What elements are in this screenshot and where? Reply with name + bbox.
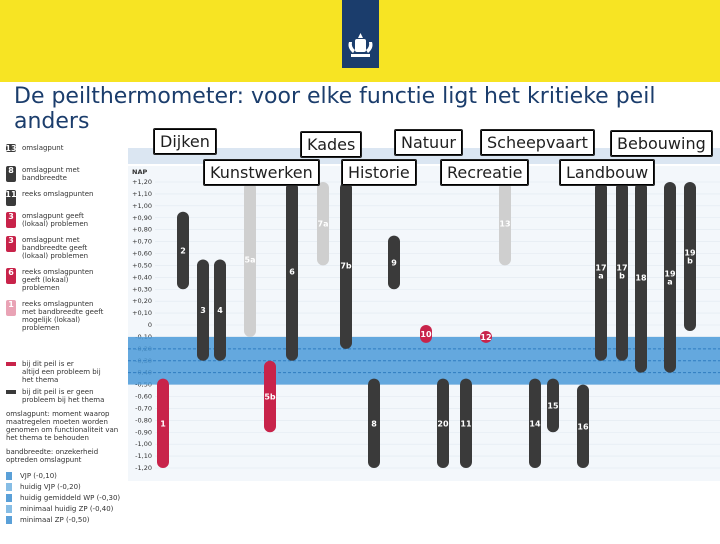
y-tick-label: +0,20 [132,297,152,306]
y-tick-label: +0,30 [132,285,152,294]
legend-above-label: het thema [22,376,59,384]
bar-label: b [619,271,625,281]
legend-omslagpunt-def: maatregelen moeten worden [6,418,108,426]
bar-label: 19 [664,269,676,279]
bar-label: 2 [180,246,186,256]
y-tick-label: +1,20 [132,178,152,186]
legend-level-swatch [6,472,12,480]
bar-label: 14 [529,419,541,429]
bar-label: 19 [684,248,696,258]
coat-of-arms-icon [345,30,376,60]
legend-label: omslagpunt met [22,236,80,244]
legend-label: bandbreedte [22,174,67,182]
legend-badge: 3 [8,212,14,221]
legend-label: omslagpunt [22,144,64,152]
y-tick-label: +0,80 [132,225,152,234]
legend-label: mogelijk (lokaal) [22,316,81,324]
legend-level-label: VJP (-0,10) [20,472,57,480]
theme-label-bebouwing: Bebouwing [610,130,713,157]
legend-label: bandbreedte geeft [22,244,88,252]
legend-above-label: bij dit peil is er [22,360,74,368]
legend-bandbreedte-def: optreden omslagpunt [6,456,82,464]
bar-label: 1 [160,419,166,429]
bar-label: 4 [217,306,223,316]
y-tick-label: +0,60 [132,249,152,258]
legend-level-swatch [6,505,12,513]
y-tick-label: -0,80 [135,416,152,425]
legend-omslagpunt-def: het thema te behouden [6,434,89,442]
legend-omslagpunt-def: omslagpunt: moment waarop [6,410,110,418]
legend-level-swatch [6,483,12,491]
bar-label: 7b [340,261,352,271]
legend-badge: 13 [5,144,17,153]
bar-label: b [687,256,693,266]
bar-label: 16 [577,422,589,432]
legend-level-label: minimaal huidig ZP (-0,40) [20,505,114,513]
y-tick-label: -0,70 [135,404,152,413]
legend-swatch [6,390,16,394]
legend-swatch [6,362,16,366]
bar-label: 10 [420,329,432,339]
bar-label: 15 [547,401,559,411]
bar-label: 6 [289,267,295,277]
y-tick-label: -1,20 [135,464,152,472]
theme-label-kades: Kades [300,131,362,158]
legend-level-label: huidig VJP (-0,20) [20,483,81,491]
legend-level-label: huidig gemiddeld WP (-0,30) [20,494,121,502]
y-axis-label: NAP [132,168,148,176]
bar-label: 9 [391,258,397,268]
legend-above-label: altijd een probleem bij [22,368,101,376]
legend-level-label: minimaal ZP (-0,50) [20,516,90,524]
legend-label: reeks omslagpunten [22,268,94,276]
y-tick-label: +1,10 [132,189,152,198]
bar-label: 8 [371,419,377,429]
legend-badge: 6 [8,268,14,277]
y-tick-label: +1,00 [132,201,152,210]
legend-badge: 8 [8,166,14,175]
theme-label-kunstwerken: Kunstwerken [203,159,320,186]
legend-label: problemen [22,324,60,332]
legend-level-swatch [6,516,12,524]
legend-omslagpunt-def: genomen om functionaliteit van [6,426,119,434]
bar-label: 17 [595,263,607,273]
bar-label: a [667,277,673,287]
legend-badge: 11 [5,190,17,199]
bar-label: 3 [200,306,206,316]
chart-svg [0,140,720,540]
legend-badge: 3 [8,236,14,245]
legend-bandbreedte-def: bandbreedte: onzekerheid [6,448,99,456]
y-tick-label: +0,50 [132,261,152,270]
legend-label: met bandbreedte geeft [22,308,104,316]
bar-label: 7a [317,219,329,229]
bar-label: 18 [635,273,647,283]
y-tick-label: +0,10 [132,309,152,318]
y-tick-label: 0 [147,321,152,329]
legend-label: omslagpunt geeft [22,212,84,220]
y-tick-label: +0,90 [132,213,152,222]
theme-label-scheepvaart: Scheepvaart [480,129,595,156]
bar-label: 5a [244,255,256,265]
y-tick-label: -1,00 [135,440,152,449]
legend-label: problemen [22,284,60,292]
legend-label: geeft (lokaal) [22,276,69,284]
bar-label: 12 [480,332,492,342]
legend-below-label: bij dit peil is er geen [22,388,94,396]
bar-label: 20 [437,419,449,429]
theme-label-historie: Historie [341,159,417,186]
legend-label: (lokaal) problemen [22,220,89,228]
bar-label: 11 [460,419,472,429]
bar-label: 17 [616,263,628,273]
y-tick-label: +0,40 [132,273,152,282]
legend-label: (lokaal) problemen [22,252,89,260]
legend-label: reeks omslagpunten [22,190,94,198]
legend-below-label: probleem bij het thema [22,396,105,404]
y-tick-label: -1,10 [135,452,152,461]
theme-label-natuur: Natuur [394,129,463,156]
legend-label: reeks omslagpunten [22,300,94,308]
peilthermometer-chart [0,140,720,540]
bar-label: 13 [499,219,511,229]
theme-label-landbouw: Landbouw [559,159,655,186]
legend-badge: 1 [8,300,14,309]
bar-label: 5b [264,392,276,402]
theme-label-recreatie: Recreatie [440,159,529,186]
y-tick-label: -0,60 [135,392,152,401]
page-title: De peilthermometer: voor elke functie ligt het kritieke peil anders [14,84,656,134]
y-tick-label: -0,90 [135,428,152,437]
y-tick-label: +0,70 [132,237,152,246]
legend-level-swatch [6,494,12,502]
bar-label: a [598,271,604,281]
legend-label: omslagpunt met [22,166,80,174]
theme-label-dijken: Dijken [153,128,217,155]
